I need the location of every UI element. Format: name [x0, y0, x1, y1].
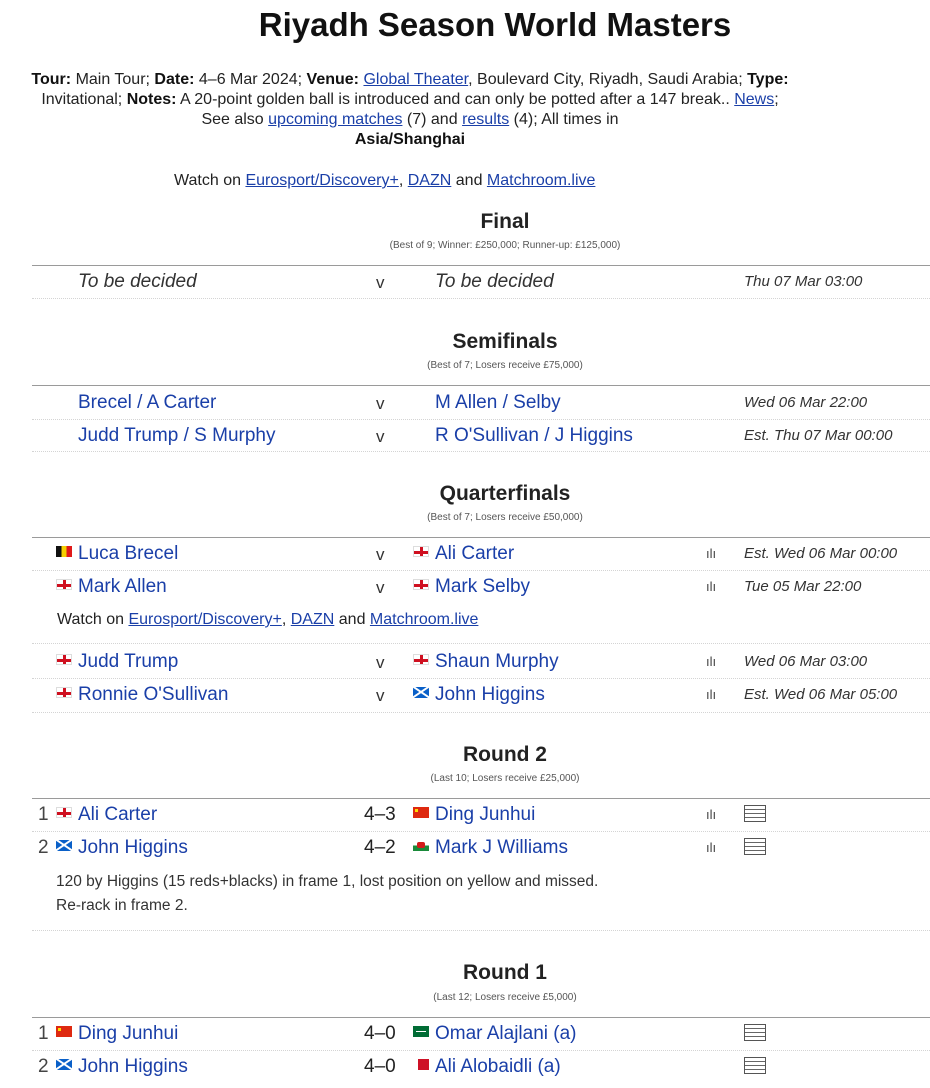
note-line-1: 120 by Higgins (15 reds+blacks) in frame 1, lost position on yellow and missed. [56, 873, 599, 890]
date-label: Date: [154, 71, 195, 88]
player2-link[interactable]: Shaun Murphy [435, 651, 559, 672]
notes-label: Notes: [126, 91, 177, 108]
england-flag-icon [56, 579, 72, 590]
semifinals-rule [32, 385, 930, 386]
match-time: Wed 06 Mar 22:00 [744, 394, 868, 411]
upcoming-matches-link[interactable]: upcoming matches [268, 111, 403, 128]
final-heading: Final [480, 210, 530, 233]
england-flag-icon [413, 546, 429, 557]
page-title: Riyadh Season World Masters [258, 6, 732, 43]
versus: v [376, 686, 385, 705]
match-note [56, 870, 776, 918]
england-flag-icon [413, 579, 429, 590]
england-flag-icon [413, 654, 429, 665]
player2-link[interactable]: Mark J Williams [435, 837, 568, 858]
player2-link[interactable]: Mark Selby [435, 576, 531, 597]
upcoming-count: (7) and [406, 111, 458, 128]
dazn-link[interactable]: DAZN [290, 611, 335, 628]
head-to-head-icon[interactable]: ılı [706, 807, 717, 822]
wales-flag-icon [413, 840, 429, 851]
watch-sep: , [398, 172, 404, 189]
round2-heading: Round 2 [463, 743, 547, 766]
player1: To be decided [78, 271, 197, 292]
match-row [0, 387, 930, 419]
head-to-head-icon[interactable]: ılı [706, 687, 717, 702]
frame-scores-icon[interactable] [744, 805, 766, 822]
player1-link[interactable]: Judd Trump / S Murphy [78, 425, 276, 446]
tour-value: Main Tour; [75, 71, 150, 88]
player2-link[interactable]: Ali Alobaidli (a) [435, 1056, 561, 1077]
saudi-flag-icon [413, 1026, 429, 1037]
player1-link[interactable]: Judd Trump [78, 651, 179, 672]
row-separator [32, 451, 930, 452]
match-time: Est. Thu 07 Mar 00:00 [744, 427, 893, 444]
versus: v [376, 545, 385, 564]
player1-link[interactable]: Luca Brecel [78, 543, 179, 564]
head-to-head-icon[interactable]: ılı [706, 654, 717, 669]
watch-and: and [455, 172, 483, 189]
news-link[interactable]: News [734, 91, 775, 108]
venue-link[interactable]: Global Theater [363, 71, 469, 88]
note-line-2: Re-rack in frame 2. [56, 897, 188, 914]
match-score: 4–0 [364, 1056, 396, 1077]
tour-label: Tour: [31, 71, 72, 88]
match-time: Thu 07 Mar 03:00 [744, 273, 863, 290]
eurosport-link[interactable]: Eurosport/Discovery+ [245, 172, 399, 189]
match-row [0, 266, 930, 298]
england-flag-icon [56, 654, 72, 665]
china-flag-icon [56, 1026, 72, 1037]
watch-prefix: Watch on [174, 172, 241, 189]
round2-subtitle: (Last 10; Losers receive £25,000) [430, 773, 580, 784]
see-also-text: ; See also [201, 91, 779, 128]
player2-link[interactable]: Ali Carter [435, 543, 515, 564]
player1-link[interactable]: Brecel / A Carter [78, 392, 217, 413]
match-time: Wed 06 Mar 03:00 [744, 653, 868, 670]
watch-and: and [338, 611, 366, 628]
player2-link[interactable]: R O'Sullivan / J Higgins [435, 425, 633, 446]
result-row [0, 799, 930, 831]
matchroom-link[interactable]: Matchroom.live [369, 611, 479, 628]
scotland-flag-icon [56, 840, 72, 851]
scotland-flag-icon [56, 1059, 72, 1070]
semifinals-heading: Semifinals [452, 330, 558, 353]
row-separator [32, 298, 930, 299]
player2-link[interactable]: John Higgins [435, 684, 545, 705]
result-row [0, 832, 930, 864]
venue-label: Venue: [306, 71, 359, 88]
match-number: 2 [38, 1056, 49, 1077]
england-flag-icon [56, 807, 72, 818]
versus: v [376, 578, 385, 597]
semifinals-subtitle: (Best of 7; Losers receive £75,000) [427, 360, 583, 371]
watch-line-quarterfinals [57, 611, 478, 629]
watch-line-top [174, 172, 595, 190]
quarterfinals-subtitle: (Best of 7; Losers receive £50,000) [427, 512, 583, 523]
frame-scores-icon[interactable] [744, 1057, 766, 1074]
round1-heading: Round 1 [463, 961, 547, 984]
type-value: Invitational; [41, 91, 123, 108]
match-row [0, 571, 930, 603]
watch-prefix: Watch on [57, 611, 124, 628]
match-score: 4–3 [364, 804, 396, 825]
player1-link[interactable]: Ronnie O'Sullivan [78, 684, 229, 705]
match-number: 2 [38, 837, 49, 858]
player1-link[interactable]: John Higgins [78, 1056, 188, 1077]
round1-subtitle: (Last 12; Losers receive £5,000) [433, 992, 577, 1003]
england-flag-icon [56, 687, 72, 698]
versus: v [376, 273, 385, 292]
row-separator [32, 643, 930, 644]
timezone: Asia/Shanghai [354, 131, 466, 148]
match-time: Tue 05 Mar 22:00 [744, 578, 862, 595]
match-score: 4–2 [364, 837, 396, 858]
head-to-head-icon[interactable]: ılı [706, 546, 717, 561]
frame-scores-icon[interactable] [744, 1024, 766, 1041]
player1-link[interactable]: John Higgins [78, 837, 188, 858]
match-row [0, 538, 930, 570]
final-subtitle: (Best of 9; Winner: £250,000; Runner-up: £125,000) [389, 240, 621, 251]
belgium-flag-icon [56, 546, 72, 557]
eurosport-link[interactable]: Eurosport/Discovery+ [128, 611, 282, 628]
player2-link[interactable]: Ding Junhui [435, 804, 536, 825]
versus: v [376, 427, 385, 446]
china-flag-icon [413, 807, 429, 818]
head-to-head-icon[interactable]: ılı [706, 840, 717, 855]
matchroom-link[interactable]: Matchroom.live [486, 172, 596, 189]
match-number: 1 [38, 804, 49, 825]
quarterfinals-heading: Quarterfinals [439, 482, 571, 505]
versus: v [376, 394, 385, 413]
bahrain-flag-icon [413, 1059, 429, 1070]
dazn-link[interactable]: DAZN [407, 172, 452, 189]
result-row [0, 1051, 930, 1083]
frame-scores-icon[interactable] [744, 838, 766, 855]
tournament-info [30, 70, 790, 150]
player2-link[interactable]: M Allen / Selby [435, 392, 561, 413]
scotland-flag-icon [413, 687, 429, 698]
venue-rest: , Boulevard City, Riyadh, Saudi Arabia; [468, 71, 743, 88]
player2-link[interactable]: Omar Alajlani (a) [435, 1023, 577, 1044]
player1-link[interactable]: Ali Carter [78, 804, 158, 825]
results-link[interactable]: results [462, 111, 510, 128]
watch-sep: , [281, 611, 287, 628]
match-row [0, 420, 930, 452]
match-row [0, 646, 930, 678]
match-time: Est. Wed 06 Mar 00:00 [744, 545, 898, 562]
head-to-head-icon[interactable]: ılı [706, 579, 717, 594]
versus: v [376, 653, 385, 672]
date-value: 4–6 Mar 2024; [198, 71, 303, 88]
results-count: (4); All times in [513, 111, 619, 128]
match-row [0, 679, 930, 711]
match-number: 1 [38, 1023, 49, 1044]
player1-link[interactable]: Mark Allen [78, 576, 167, 597]
player1-link[interactable]: Ding Junhui [78, 1023, 179, 1044]
row-separator [32, 712, 930, 713]
row-separator [32, 930, 930, 931]
result-row [0, 1018, 930, 1050]
notes-value: A 20-point golden ball is introduced and can only be potted after a 147 break.. [180, 91, 730, 108]
player2: To be decided [435, 271, 554, 292]
type-label: Type: [747, 71, 789, 88]
match-time: Est. Wed 06 Mar 05:00 [744, 686, 898, 703]
match-score: 4–0 [364, 1023, 396, 1044]
